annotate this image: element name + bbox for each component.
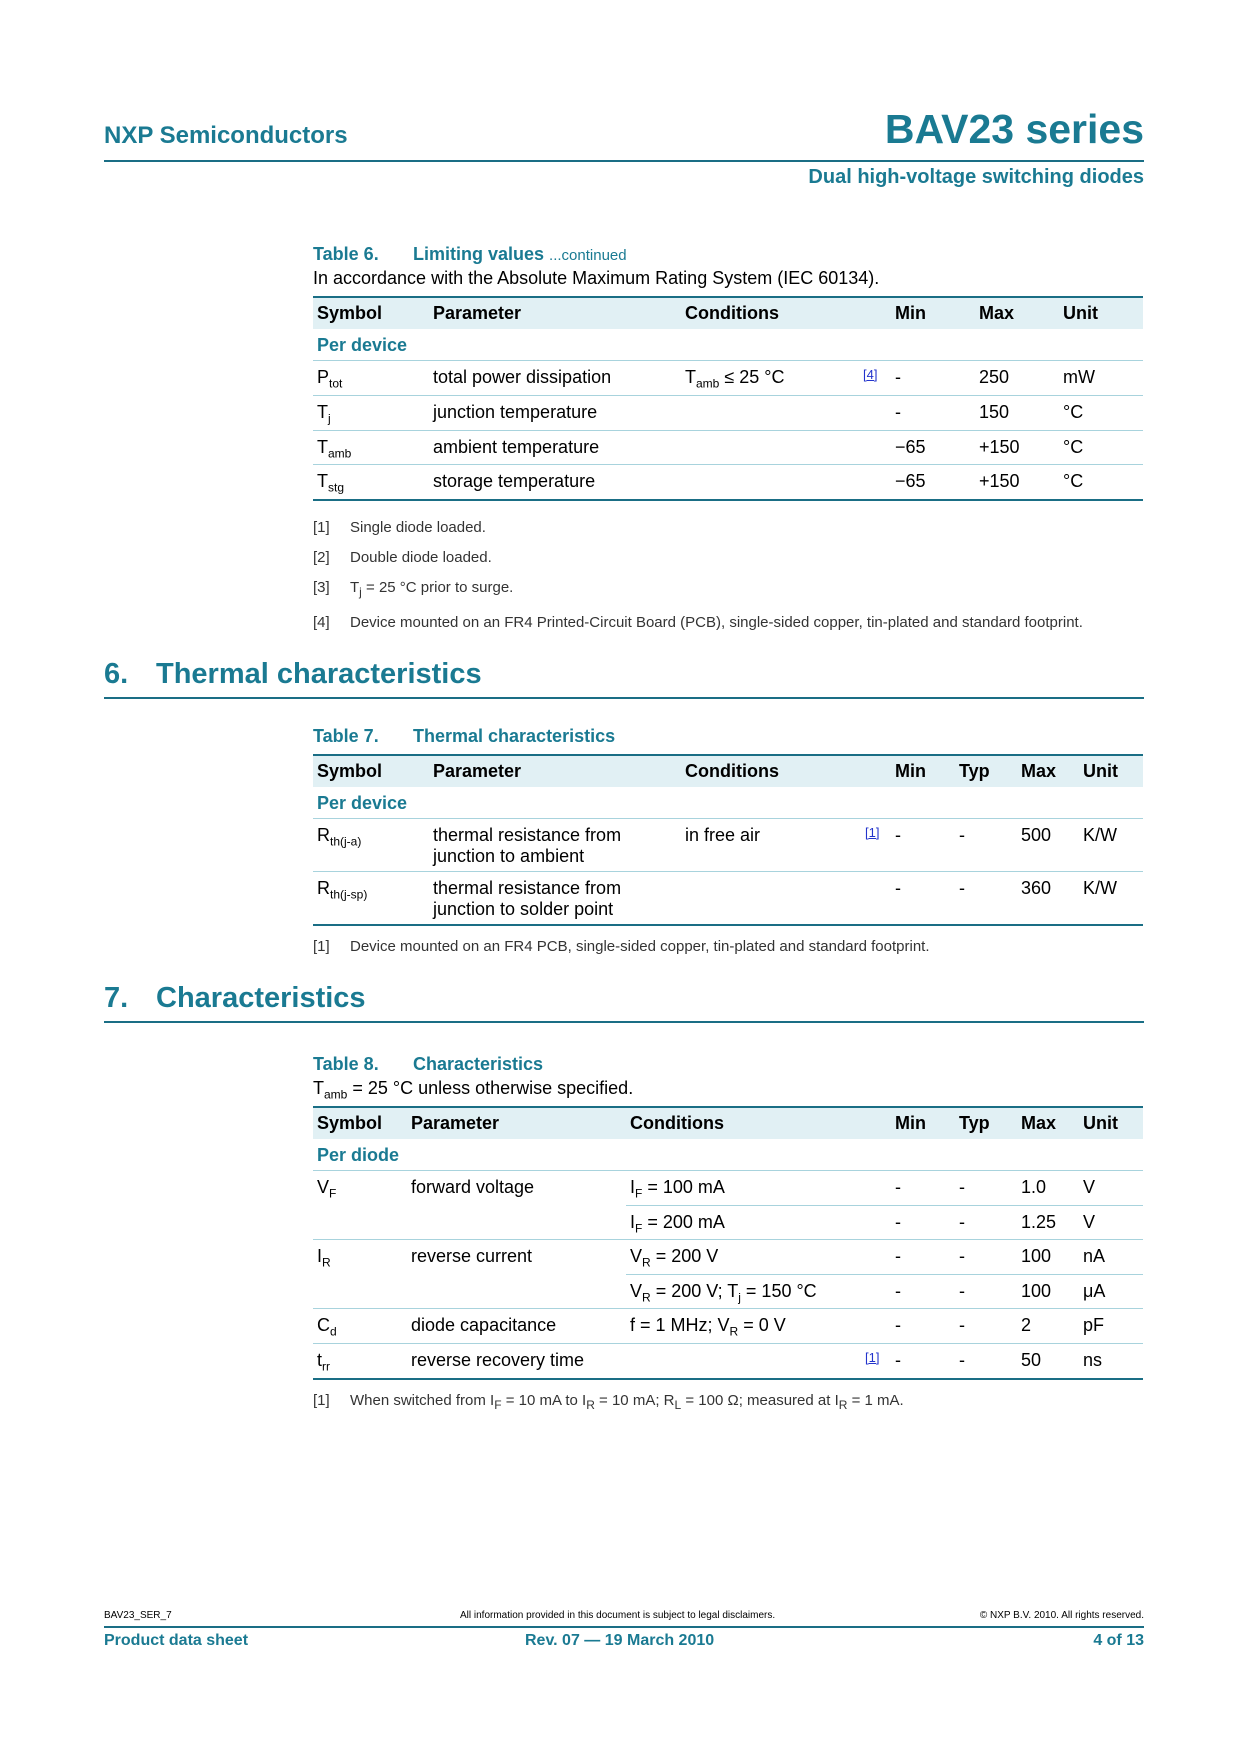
parameter-cell: forward voltage (407, 1171, 626, 1206)
document-title: BAV23 series (884, 106, 1144, 152)
footer-doc-type: Product data sheet (104, 1632, 249, 1649)
table-row (313, 1240, 1143, 1275)
table-row (313, 1309, 1143, 1344)
section-heading-characteristics: 7. Characteristics (104, 982, 1144, 1023)
table8-subcaption: $T_{amb} = 25$ °C unless otherwise specified. (313, 1078, 634, 1102)
min-cell: - (891, 361, 975, 396)
col-max: Max (1017, 755, 1079, 787)
table-row (313, 819, 1143, 872)
col-min: Min (891, 297, 975, 329)
footnote: [1] Device mounted on an FR4 PCB, single-sided copper, tin-plated and standard footprint. (313, 938, 930, 955)
footer-page-number: 4 of 13 (1093, 1632, 1144, 1649)
col-max: Max (1017, 1107, 1079, 1139)
col-symbol: Symbol (313, 1107, 407, 1139)
table7 (313, 754, 1143, 926)
table8-notes (313, 1390, 1143, 1416)
table8-title: Characteristics (413, 1054, 544, 1074)
min-cell: - (891, 819, 955, 872)
footnote-link[interactable]: [1] (865, 825, 880, 840)
table8-number: Table 8. (313, 1054, 379, 1074)
min-cell: - (891, 1343, 955, 1379)
max-cell: 100 (1017, 1240, 1079, 1275)
max-cell: +150 (975, 465, 1059, 500)
table-row (313, 872, 1143, 926)
max-cell: 250 (975, 361, 1059, 396)
col-min: Min (891, 755, 955, 787)
unit-cell: V (1079, 1205, 1143, 1240)
max-cell: 1.0 (1017, 1171, 1079, 1206)
max-cell: 500 (1017, 819, 1079, 872)
section-heading-thermal: 6. Thermal characteristics (104, 658, 1144, 699)
col-unit: Unit (1079, 755, 1143, 787)
typ-cell: - (955, 1309, 1017, 1344)
col-parameter: Parameter (429, 297, 681, 329)
typ-cell: - (955, 872, 1017, 926)
footnote: [1] Single diode loaded. (313, 518, 486, 536)
max-cell: 2 (1017, 1309, 1079, 1344)
typ-cell: - (955, 1274, 1017, 1309)
col-conditions: Conditions (626, 1107, 861, 1139)
table-row (313, 430, 1143, 465)
table7-notes (313, 936, 1143, 957)
footnote: [3] $T_j = 25$ °C prior to surge. (313, 578, 514, 599)
conditions-cell: in free air (681, 819, 861, 872)
table-row (313, 1205, 1143, 1240)
table7-caption (313, 726, 1143, 750)
table-row (313, 1171, 1143, 1206)
parameter-cell: total power dissipation (429, 361, 681, 396)
group-row: Per diode (317, 1145, 400, 1165)
footnote: [4] Device mounted on an FR4 Printed-Circuit Board (PCB), single-sided copper, tin-plated and standard footprint. (313, 613, 1083, 631)
conditions-cell: $I_F = 200$ mA (626, 1205, 861, 1240)
table-row (313, 361, 1143, 396)
conditions-cell: f = 1 MHz; $V_R = 0$ V (626, 1309, 861, 1344)
footer-doc-id: BAV23_SER_7 (104, 1610, 172, 1621)
max-cell: +150 (975, 430, 1059, 465)
typ-cell: - (955, 1205, 1017, 1240)
unit-cell: °C (1059, 430, 1143, 465)
parameter-cell: reverse recovery time (407, 1343, 626, 1379)
symbol-cell: $V_F$ (313, 1171, 407, 1206)
min-cell: - (891, 1240, 955, 1275)
unit-cell: V (1079, 1171, 1143, 1206)
group-row: Per device (317, 793, 408, 813)
table6-caption (313, 244, 1143, 268)
max-cell: 100 (1017, 1274, 1079, 1309)
table8-caption (313, 1054, 1143, 1078)
col-min: Min (891, 1107, 955, 1139)
typ-cell: - (955, 819, 1017, 872)
col-parameter: Parameter (407, 1107, 626, 1139)
max-cell: 150 (975, 396, 1059, 431)
unit-cell: °C (1059, 465, 1143, 500)
col-typ: Typ (955, 755, 1017, 787)
conditions-cell: $V_R = 200$ V; $T_j = 150$ °C (626, 1274, 861, 1309)
unit-cell: °C (1059, 396, 1143, 431)
min-cell: - (891, 1274, 955, 1309)
col-unit: Unit (1079, 1107, 1143, 1139)
table6-header-row (313, 297, 1143, 329)
min-cell: - (891, 1309, 955, 1344)
col-parameter: Parameter (429, 755, 681, 787)
footnote-link[interactable]: [4] (863, 367, 878, 382)
footnote: [1] When switched from $I_F = 10$ mA to $I_R = 10$ mA; $R_L = 100$ Ω; measured at $I_R = 1$ mA. (313, 1391, 904, 1412)
parameter-cell: junction temperature (429, 396, 681, 431)
col-max: Max (975, 297, 1059, 329)
table6-number: Table 6. (313, 244, 379, 264)
table6-title: Limiting values (413, 244, 545, 264)
parameter-cell: storage temperature (429, 465, 681, 500)
max-cell: 50 (1017, 1343, 1079, 1379)
header-divider (104, 160, 1144, 162)
unit-cell: ns (1079, 1343, 1143, 1379)
col-conditions: Conditions (681, 755, 861, 787)
table-row (313, 1343, 1143, 1379)
table7-number: Table 7. (313, 726, 379, 746)
max-cell: 1.25 (1017, 1205, 1079, 1240)
symbol-cell: $I_R$ (313, 1240, 407, 1275)
min-cell: - (891, 1171, 955, 1206)
table8-block (313, 1054, 1143, 1425)
conditions-cell: $T_{amb} \le 25$ °C (681, 361, 859, 396)
min-cell: −65 (891, 430, 975, 465)
col-conditions: Conditions (681, 297, 859, 329)
unit-cell: K/W (1079, 872, 1143, 926)
table-row (313, 1274, 1143, 1309)
footer-divider (104, 1626, 1144, 1628)
footer-revision: Rev. 07 — 19 March 2010 (525, 1632, 715, 1649)
col-symbol: Symbol (313, 297, 429, 329)
symbol-cell: $T_j$ (313, 396, 429, 431)
symbol-cell: $R_{th(j-sp)}$ (313, 872, 429, 926)
max-cell: 360 (1017, 872, 1079, 926)
conditions-cell: $I_F = 100$ mA (626, 1171, 861, 1206)
symbol-cell: $T_{amb}$ (313, 430, 429, 465)
table-row (313, 465, 1143, 500)
symbol-cell: $R_{th(j-a)}$ (313, 819, 429, 872)
unit-cell: μA (1079, 1274, 1143, 1309)
min-cell: - (891, 872, 955, 926)
typ-cell: - (955, 1240, 1017, 1275)
unit-cell: mW (1059, 361, 1143, 396)
symbol-cell: $P_{tot}$ (313, 361, 429, 396)
table6-continued: ...continued (549, 247, 627, 264)
unit-cell: nA (1079, 1240, 1143, 1275)
footer-disclaimer: All information provided in this document is subject to legal disclaimers. (460, 1610, 776, 1621)
table7-header-row (313, 755, 1143, 787)
table-row (313, 396, 1143, 431)
table6 (313, 296, 1143, 501)
group-row: Per device (317, 335, 408, 355)
unit-cell: pF (1079, 1309, 1143, 1344)
min-cell: - (891, 1205, 955, 1240)
footnote: [2] Double diode loaded. (313, 548, 492, 566)
parameter-cell: thermal resistance from junction to solder point (429, 872, 681, 926)
table7-block (313, 726, 1143, 966)
table6-subcaption: In accordance with the Absolute Maximum Rating System (IEC 60134). (313, 268, 880, 288)
min-cell: −65 (891, 465, 975, 500)
col-unit: Unit (1059, 297, 1143, 329)
table8 (313, 1106, 1143, 1380)
footer-copyright: © NXP B.V. 2010. All rights reserved. (979, 1610, 1144, 1621)
company-name: NXP Semiconductors (104, 122, 348, 149)
col-symbol: Symbol (313, 755, 429, 787)
footnote-link[interactable]: [1] (865, 1349, 880, 1365)
parameter-cell: thermal resistance from junction to ambient (429, 819, 681, 872)
typ-cell: - (955, 1171, 1017, 1206)
document-subtitle: Dual high-voltage switching diodes (808, 166, 1144, 188)
unit-cell: K/W (1079, 819, 1143, 872)
parameter-cell: ambient temperature (429, 430, 681, 465)
symbol-cell: $t_{rr}$ (313, 1343, 407, 1379)
table7-title: Thermal characteristics (413, 726, 616, 746)
table6-block (313, 244, 1143, 642)
parameter-cell: reverse current (407, 1240, 626, 1275)
min-cell: - (891, 396, 975, 431)
parameter-cell: diode capacitance (407, 1309, 626, 1344)
symbol-cell: $C_d$ (313, 1309, 407, 1344)
table6-notes (313, 517, 1143, 633)
table8-header-row (313, 1107, 1143, 1139)
typ-cell: - (955, 1343, 1017, 1379)
symbol-cell: $T_{stg}$ (313, 465, 429, 500)
col-typ: Typ (955, 1107, 1017, 1139)
conditions-cell: $V_R = 200$ V (626, 1240, 861, 1275)
